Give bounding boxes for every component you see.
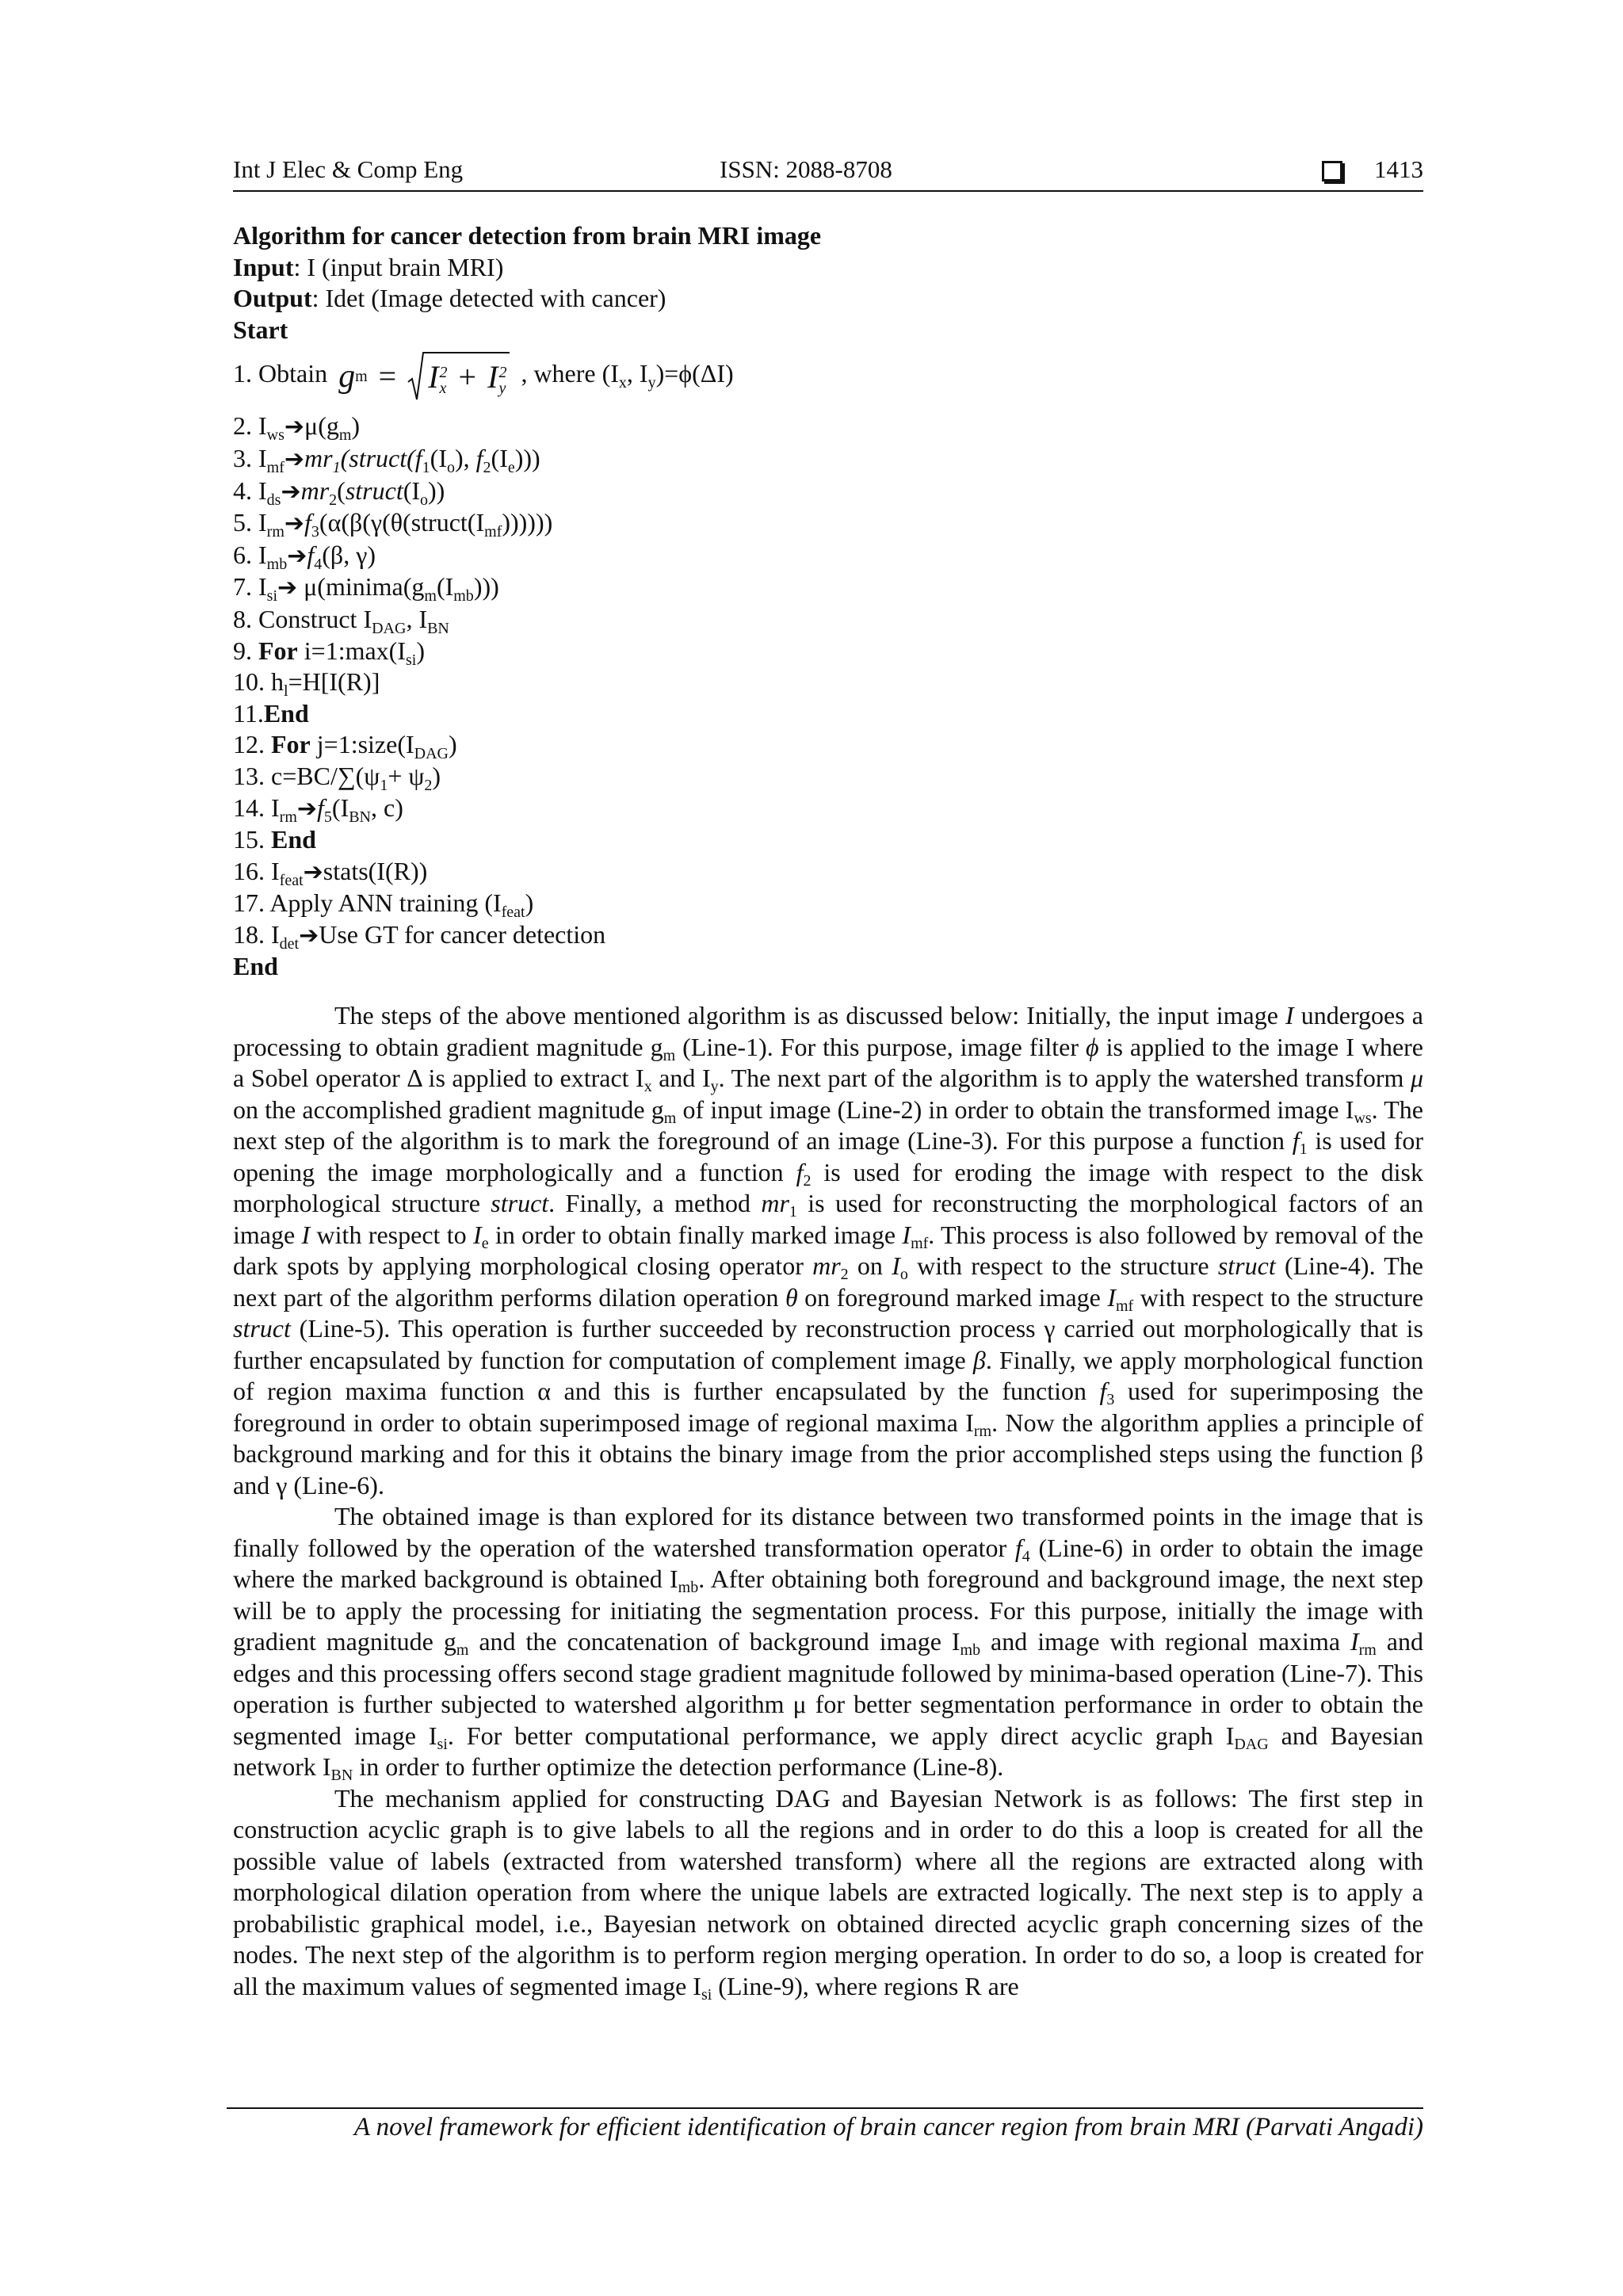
gradient-magnitude-formula: g m = I 2 x + I 2 y (338, 349, 510, 404)
arrow-icon: ➔ (284, 510, 305, 538)
journal-name: Int J Elec & Comp Eng (233, 155, 464, 183)
algorithm-line-17: 17. Apply ANN training $(I_{feat})$ (233, 888, 534, 922)
algorithm-line-14: 14. $I_{rm}➔f_5(I_{BN}$, c) (233, 793, 403, 826)
algorithm-output: Output: Idet (Image detected with cancer) (233, 284, 666, 313)
body-text (233, 1000, 1423, 2002)
paragraph-3: The mechanism applied for constructing DAG and Bayesian Network is as follows: The first step in construction acyclic graph is to give labels to all the regions and in order to do this a loop is created for all the possible value of labels (extracted from watershed transform) where all the regions are extracted along with morphological dilation operation from where the unique labels are extracted logically. The next step is to apply a probabilistic graphical model, i.e., Bayesian network on obtained directed acyclic graph concerning sizes of the nodes. The next step of the algorithm is to perform region merging operation. In order to do so, a loop is created for all the maximum values of segmented image $I_{si}$ (Line-9), where regions R are (233, 1783, 1423, 2004)
page-header (233, 155, 1423, 190)
algorithm-line-18: 18. $I_{det}➔Use$ GT for cancer detection (233, 919, 606, 953)
algorithm-line-3: 3. $I_{mf}➔mr_1(struct(f_1(I_o)$, $f_2(I_e)$)) (233, 443, 540, 476)
algorithm-line-6: 6. $I_{mb}➔f_4(\beta$, γ) (233, 540, 376, 573)
square-bullet-icon (1322, 161, 1342, 181)
arrow-icon: ➔ (277, 574, 298, 602)
arrow-icon: ➔ (299, 921, 319, 949)
square-root: I 2 x + I 2 y (407, 352, 510, 401)
paragraph-2: The obtained image is than explored for its distance between two transformed points in the image that is finally followed by the operation of the watershed transformation operator $f_4$ (Line-6) in order to obtain the image where the marked background is obtained $I_{mb}$. After obtaining both foreground and background image, the next step will be to apply the processing for initiating the segmentation process. For this purpose, initially the image with gradient magnitude $g_m$ and the concatenation of background image $I_{mb}$ and image with regional maxima $I_{rm}$ and edges and this processing offers second stage gradient magnitude followed by minima-based operation (Line-7). This operation is further subjected to watershed algorithm μ for better segmentation performance in order to obtain the segmented image $I_{si}$. For better computational performance, we apply direct acyclic graph $I_{DAG}$ and Bayesian network $I_{BN}$ in order to further optimize the detection performance (Line-8). (233, 1502, 1424, 1784)
arrow-icon: ➔ (284, 413, 305, 441)
page-number: 1413 (1374, 155, 1423, 183)
algorithm-line-13: 13. $c=BC/\sum(\psi_1+ \psi_2)$ (233, 761, 441, 794)
algorithm-end: End (233, 952, 278, 981)
algorithm-line-8: 8. Construct $I_{DAG}$, $I_{BN}$ (233, 604, 449, 637)
algorithm-block (233, 220, 1423, 983)
algorithm-line-2: 2. $I_{ws}➔\mu(g_m)$ (233, 411, 361, 445)
arrow-icon: ➔ (296, 794, 318, 823)
running-title: A novel framework for efficient identification of brain cancer region from brain MRI (Parvati Angadi) (353, 2113, 1423, 2141)
algorithm-start: Start (233, 315, 288, 344)
algorithm-line-5: 5. $I_{rm}➔f_3(\alpha(\beta(\gamma(\theta(struct(I_{mf}))))))$ (233, 508, 553, 541)
radical-sign-icon (407, 352, 425, 401)
algorithm-line-12: 12. For $j=1:size(I_{DAG})$ (233, 730, 457, 763)
issn: ISSN: 2088-8708 (720, 155, 892, 183)
arrow-icon: ➔ (281, 477, 301, 506)
arrow-icon: ➔ (287, 541, 307, 570)
algorithm-input: Input: I (input brain MRI) (233, 252, 504, 281)
footer-rule (227, 2107, 1423, 2109)
algorithm-line-10: 10. $h_l=H[I(R)]$ (233, 667, 380, 701)
algorithm-line-16: 16. $I_{feat}➔stats(I(R))$ (233, 856, 428, 889)
header-rule (233, 190, 1423, 192)
paragraph-1: The steps of the above mentioned algorithm is as discussed below: Initially, the input image I undergoes a processing to obtain gradient magnitude $g_m$ (Line-1). For this purpose, image filter ϕ is applied to the image I where a Sobel operator Δ is applied to extract $I_x$ and $I_y$. The next part of the algorithm is to apply the watershed transform μ on the accomplished gradient magnitude $g_m$ of input image (Line-2) in order to obtain the transformed image $I_{ws}$. The next step of the algorithm is to mark the foreground of an image (Line-3). For this purpose a function $f_1$ is used for opening the image morphologically and a function $f_2$ is used for eroding the image with respect to the disk morphological structure struct. Finally, a method $mr_1$ is used for reconstructing the morphological factors of an image I with respect to $I_e$ in order to obtain finally marked image $I_{mf}$. This process is also followed by removal of the dark spots by applying morphological closing operator $mr_2$ on $I_o$ with respect to the structure struct (Line-4). The next part of the algorithm performs dilation operation θ on foreground marked image $I_{mf}$ with respect to the structure struct (Line-5). This operation is further succeeded by reconstruction process γ carried out morphologically that is further encapsulated by function for computation of complement image β. Finally, we apply morphological function of region maxima function α and this is further encapsulated by the function $f_3$ used for superimposing the foreground in order to obtain superimposed image of regional maxima $I_{rm}$. Now the algorithm applies a principle of background marking and for this it obtains the binary image from the prior accomplished steps using the function β and γ (Line-6). (233, 1001, 1424, 1499)
algorithm-line-15: 15. End (233, 825, 316, 854)
algorithm-line-1: 1. Obtain g m = I 2 x + I 2 y , where ($I_x$, $I_y)=\phi(\Delta I)$ (233, 346, 1423, 411)
algorithm-line-4: 4. $I_{ds}➔mr_2(struct(I_o))$ (233, 476, 445, 509)
algorithm-title: Algorithm for cancer detection from brain MRI image (233, 221, 822, 250)
algorithm-line-7: 7. $I_{si}➔$ $\mu(minima(g_m(I_{mb})))$ (233, 572, 499, 606)
algorithm-line-9: 9. For $i=1:\max(I_{si})$ (233, 636, 425, 669)
algorithm-line-11: 11.End (233, 698, 309, 728)
arrow-icon: ➔ (284, 445, 305, 473)
arrow-icon: ➔ (303, 858, 323, 886)
